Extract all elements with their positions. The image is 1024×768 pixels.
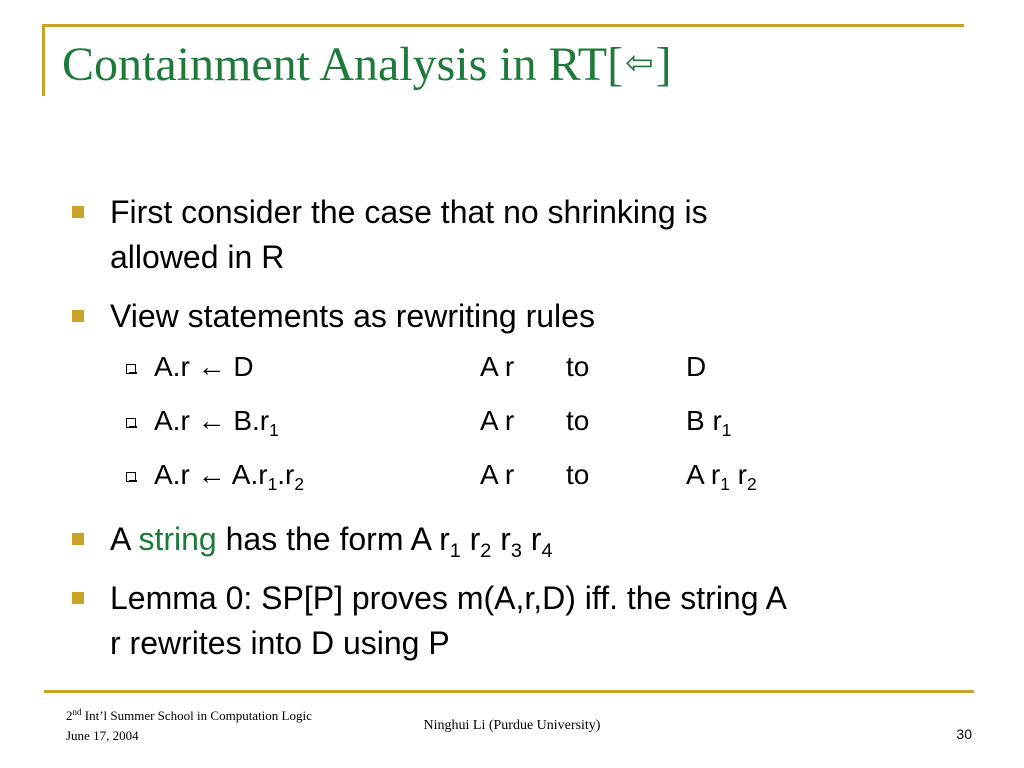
bullet-rewriting-rules-text: View statements as rewriting rules [110,298,595,334]
footer-conference: 2nd Int’l Summer School in Computation Logic June 17, 2004 [66,707,312,743]
rewrite-rule-row [72,401,972,455]
rule-lhs: A r [480,459,515,490]
title-frame-left-line [42,24,45,96]
title-prefix: Containment Analysis in RT[ [62,38,624,91]
hollow-square-bullet-icon [126,364,136,374]
rule-to: to [566,351,590,382]
rule-to: to [566,405,590,436]
slide-content [72,190,972,680]
footer-divider [44,690,974,693]
footer-author: Ninghui Li (Purdue University) [423,718,601,733]
bullet-no-shrinking-line1: First consider the case that no shrinking is [110,194,708,230]
rule-statement: A.r ← $B.r_1$ [154,405,279,441]
bullet-no-shrinking-line2: allowed in R [110,239,285,275]
rule-statement: A.r ← D [154,351,254,382]
rule-rhs: D [686,351,707,382]
bullet-lemma [72,576,972,666]
hollow-square-bullet-icon [126,472,136,482]
hollow-square-bullet-icon [126,418,136,428]
rewrite-rule-row [72,455,972,509]
bullet-lemma-line2: r rewrites into D using P [110,625,450,661]
bullet-no-shrinking [72,190,972,280]
title-suffix: ] [655,38,672,91]
bullet-lemma-line1: Lemma 0: SP[P] proves m(A,r,D) iff. the string A [110,580,787,616]
rewrite-rule-row [72,347,972,401]
square-bullet-icon [72,206,84,218]
footer-date: June 17, 2004 [66,728,139,743]
bullet-rewriting-rules [72,294,972,339]
title-frame-top-line [44,24,964,27]
rule-to: to [566,459,590,490]
rule-rhs: A $r_1$ $r_2$ [686,459,757,495]
rewrite-rule-list [72,347,972,509]
rule-rhs: B $r_1$ [686,405,732,441]
left-arrow-icon: ⇦ [625,45,654,82]
slide-title [62,36,672,94]
rule-statement: A.r ← $A.r_1.r_2$ [154,459,304,495]
rule-lhs: A r [480,405,515,436]
square-bullet-icon [72,592,84,604]
square-bullet-icon [72,533,84,545]
bullet-string-form: A string has the form A $r_1$ $r_2$ $r_3$ $r_4$ [72,517,972,562]
square-bullet-icon [72,310,84,322]
rule-lhs: A r [480,351,515,382]
string-highlight: string [138,521,217,557]
page-number: 30 [956,726,972,742]
